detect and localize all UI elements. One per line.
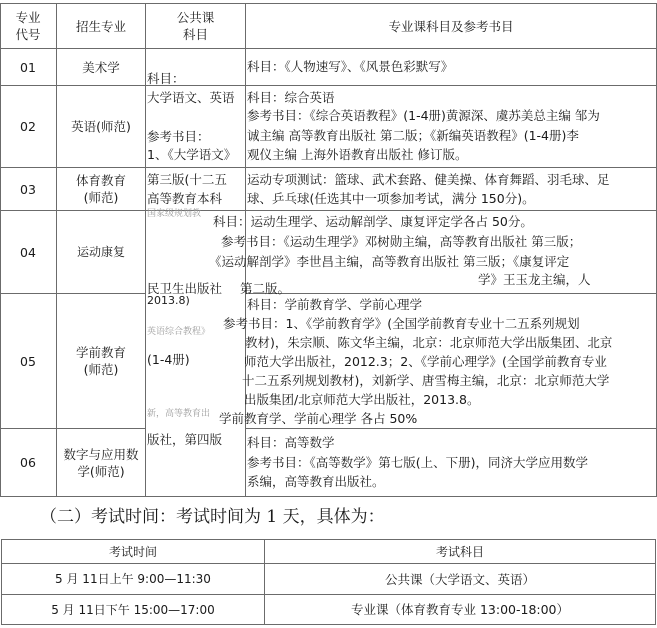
prof-text: 教材)，朱宗顺、陈文华主编，北京：北京师范大学出版集团、北京 bbox=[245, 335, 613, 350]
public-text-faded: 英语综合教程》 bbox=[147, 327, 211, 337]
row-major bbox=[57, 49, 145, 85]
exam-subject-text: 专业课（体育教育专业 13:00-18:00） bbox=[350, 602, 570, 617]
row-code bbox=[0, 86, 56, 167]
public-text: 科目： bbox=[147, 71, 185, 86]
public-text: (1-4册) bbox=[147, 352, 190, 367]
row-major bbox=[57, 211, 145, 293]
prof-text: 科目：综合英语 bbox=[247, 90, 335, 105]
row-major-line: 运动康复 bbox=[76, 245, 125, 259]
row-major-line: 学(师范) bbox=[77, 463, 125, 479]
public-text: 1、《大学语文》 bbox=[147, 147, 237, 162]
exam-time-cell bbox=[2, 595, 264, 624]
row-code-text: 03 bbox=[20, 181, 36, 197]
table-rule bbox=[0, 496, 657, 497]
table-rule bbox=[1, 624, 656, 625]
prof-text: 科目：学前教育学、学前心理学 bbox=[247, 297, 423, 312]
row-major bbox=[57, 294, 145, 428]
exam-time-text: 5 月 11日上午 9:00—11:30 bbox=[55, 572, 211, 586]
public-text: 第三版(十二五 bbox=[147, 172, 227, 187]
prof-text: 师范大学出版社，2012.3；2、《学前心理学》(全国学前教育专业 bbox=[244, 354, 607, 369]
row-code-text: 06 bbox=[20, 455, 36, 470]
header-code bbox=[0, 4, 56, 48]
prof-text: 观仪主编 上海外语教育出版社 修订版。 bbox=[247, 147, 468, 162]
row-code bbox=[0, 429, 56, 496]
row-major-line: (师范) bbox=[83, 362, 119, 377]
public-text: 2013.8) bbox=[147, 294, 190, 307]
row-code-text: 04 bbox=[20, 244, 36, 260]
prof-text: 运动专项测试：篮球、武术套路、健美操、体育舞蹈、羽毛球、足 bbox=[247, 172, 610, 187]
header-major-label: 招生专业 bbox=[75, 18, 126, 34]
section-heading: （二）考试时间：考试时间为 1 天，具体为： bbox=[40, 507, 385, 527]
header-professional bbox=[246, 4, 656, 48]
exam-subject-text: 公共课（大学语文、英语） bbox=[384, 571, 535, 587]
prof-text: 科目：《人物速写》、《风景色彩默写》 bbox=[247, 59, 454, 74]
row-major-line: 数字与应用数 bbox=[63, 446, 139, 462]
table-rule bbox=[145, 3, 146, 497]
row-major bbox=[57, 168, 145, 210]
prof-text: 诚主编 高等教育出版社 第二版；《新编英语教程》(1-4册)李 bbox=[247, 128, 579, 143]
exam-subject-cell bbox=[265, 564, 655, 594]
prof-text: 科目：高等数学 bbox=[247, 435, 335, 450]
header-major bbox=[57, 4, 145, 48]
header-exam-time-label: 考试时间 bbox=[108, 544, 157, 559]
row-code bbox=[0, 211, 56, 293]
prof-text: 参考书目：《高等数学》第七版(上、下册)，同济大学应用数学 bbox=[247, 455, 589, 470]
table-rule bbox=[655, 539, 656, 625]
prof-text: 十二五系列规划教材)，刘新学、唐雪梅主编，北京：北京师范大学 bbox=[242, 373, 610, 388]
prof-text: 参考书目：《运动生理学》邓树勋主编，高等教育出版社 第三版； bbox=[221, 234, 582, 249]
public-text: 民卫生出版社 bbox=[147, 281, 223, 296]
header-public-line: 科目 bbox=[182, 27, 208, 42]
row-code bbox=[0, 168, 56, 210]
row-code-text: 02 bbox=[20, 119, 36, 134]
header-exam-time bbox=[2, 540, 264, 563]
public-text: 版社，第四版 bbox=[147, 432, 223, 447]
exam-subject-cell bbox=[265, 595, 655, 624]
table-rule bbox=[245, 293, 657, 294]
public-text: 大学语文、英语 bbox=[147, 90, 235, 105]
row-code-text: 01 bbox=[20, 59, 36, 75]
prof-text: 系编，高等教育出版社。 bbox=[247, 474, 385, 489]
prof-text: 出版集团/北京师范大学出版社，2013.8。 bbox=[244, 392, 480, 407]
row-major-line: 体育教育 bbox=[75, 173, 126, 188]
table-rule bbox=[245, 428, 657, 429]
prof-text: 第二版。 bbox=[240, 281, 291, 296]
header-exam-subject bbox=[265, 540, 655, 563]
prof-text: 球、乒乓球(任选其中一项参加考试，满分 150分)。 bbox=[247, 191, 535, 206]
header-code-line: 专业 bbox=[15, 10, 41, 25]
row-code bbox=[0, 49, 56, 85]
row-major bbox=[57, 86, 145, 167]
row-major bbox=[57, 429, 145, 496]
row-major-line: 美术学 bbox=[82, 59, 120, 75]
header-professional-label: 专业课科目及参考书目 bbox=[388, 18, 514, 34]
header-code-line: 代号 bbox=[15, 27, 41, 42]
row-major-line: 学前教育 bbox=[75, 345, 126, 360]
row-code bbox=[0, 294, 56, 428]
header-public bbox=[146, 4, 245, 48]
exam-time-text: 5 月 11日下午 15:00—17:00 bbox=[51, 602, 215, 617]
row-code-text: 05 bbox=[20, 353, 36, 369]
prof-text: 参考书目：1、《学前教育学》(全国学前教育专业十二五系列规划 bbox=[223, 316, 580, 331]
row-major-line: (师范) bbox=[83, 190, 119, 205]
row-major-line: 英语(师范) bbox=[71, 119, 131, 134]
prof-text: 《运动解剖学》李世昌主编，高等教育出版社 第三版；《康复评定 bbox=[209, 254, 570, 269]
prof-text: 参考书目：《综合英语教程》(1-4册)黄源深、虞苏美总主编 邹为 bbox=[247, 108, 600, 123]
header-public-line: 公共课 bbox=[176, 10, 215, 25]
exam-time-cell bbox=[2, 564, 264, 594]
public-text-faded: 新，高等教育出 bbox=[147, 409, 211, 419]
public-text-faded: 国家级规划教 bbox=[147, 209, 202, 219]
prof-text: 学》王玉龙主编，人 bbox=[478, 272, 591, 287]
public-text: 参考书目： bbox=[147, 129, 210, 144]
header-exam-subject-label: 考试科目 bbox=[435, 544, 484, 559]
prof-text: 科目：运动生理学、运动解剖学、康复评定学各占 50分。 bbox=[213, 214, 533, 229]
prof-text: 学前教育学、学前心理学 各占 50% bbox=[219, 411, 418, 426]
public-text: 高等教育本科 bbox=[147, 191, 223, 206]
